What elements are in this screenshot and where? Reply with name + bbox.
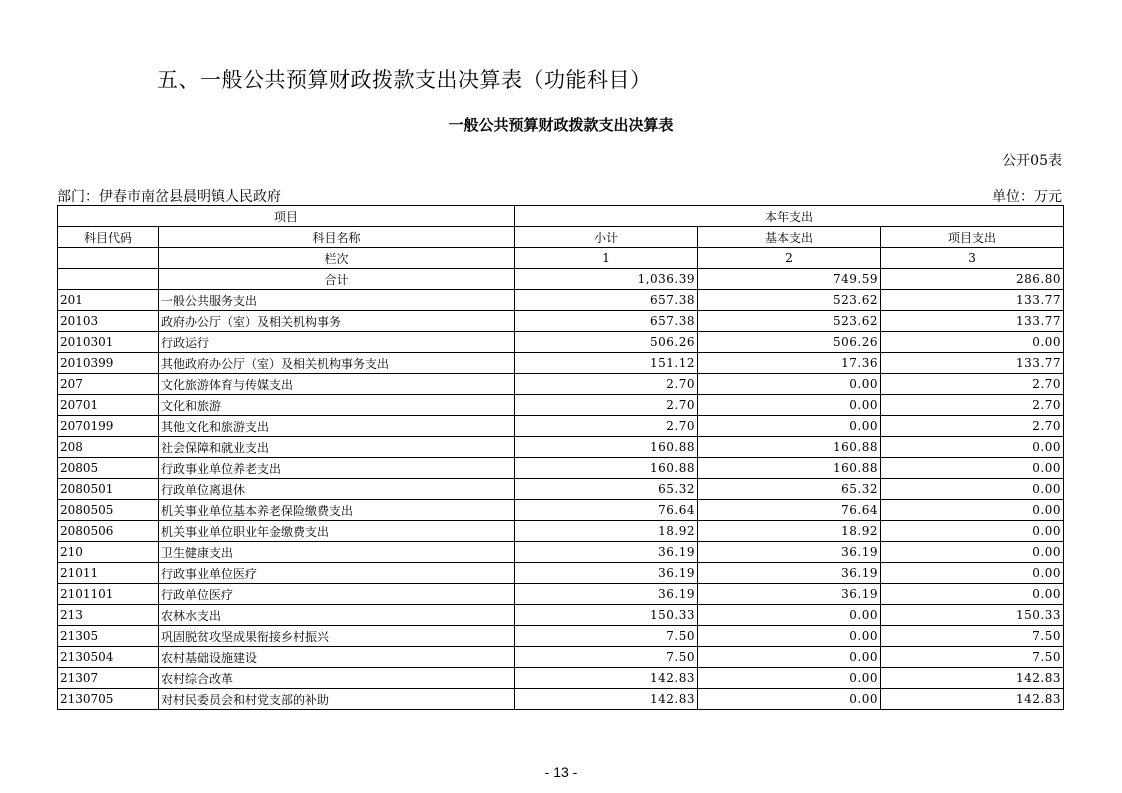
table-row	[58, 521, 1064, 542]
row-basic: 65.32	[698, 479, 881, 500]
row-code: 21305	[58, 626, 159, 647]
row-project: 133.77	[881, 290, 1064, 311]
row-subtotal: 2.70	[515, 416, 698, 437]
row-project: 2.70	[881, 395, 1064, 416]
total-project: 286.80	[881, 269, 1064, 290]
row-code: 207	[58, 374, 159, 395]
row-subtotal: 36.19	[515, 563, 698, 584]
row-subtotal: 657.38	[515, 290, 698, 311]
row-name: 文化旅游体育与传媒支出	[159, 374, 515, 395]
section-title: 五、一般公共预算财政拨款支出决算表（功能科目）	[157, 68, 652, 92]
row-code: 2080501	[58, 479, 159, 500]
row-name: 政府办公厅（室）及相关机构事务	[159, 311, 515, 332]
row-project: 0.00	[881, 521, 1064, 542]
row-basic: 36.19	[698, 542, 881, 563]
row-name: 行政单位医疗	[159, 584, 515, 605]
row-basic: 36.19	[698, 563, 881, 584]
row-basic: 36.19	[698, 584, 881, 605]
table-row	[58, 458, 1064, 479]
row-subtotal: 657.38	[515, 311, 698, 332]
row-code: 2130504	[58, 647, 159, 668]
row-basic: 18.92	[698, 521, 881, 542]
row-name: 行政单位离退休	[159, 479, 515, 500]
unit-label: 单位：万元	[992, 189, 1062, 205]
form-code: 公开05表	[1002, 153, 1062, 169]
row-code: 213	[58, 605, 159, 626]
row-subtotal: 18.92	[515, 521, 698, 542]
table-row	[58, 584, 1064, 605]
table-row	[58, 626, 1064, 647]
row-subtotal: 65.32	[515, 479, 698, 500]
row-basic: 0.00	[698, 689, 881, 710]
table-row	[58, 605, 1064, 626]
table-row	[58, 416, 1064, 437]
row-code: 20103	[58, 311, 159, 332]
blank-cell	[58, 248, 159, 269]
table-row	[58, 353, 1064, 374]
row-name: 行政事业单位养老支出	[159, 458, 515, 479]
row-code: 2010399	[58, 353, 159, 374]
header-row-3	[58, 248, 1064, 269]
row-subtotal: 142.83	[515, 668, 698, 689]
row-project: 2.70	[881, 416, 1064, 437]
row-name: 其他文化和旅游支出	[159, 416, 515, 437]
row-project: 142.83	[881, 668, 1064, 689]
row-basic: 506.26	[698, 332, 881, 353]
row-subtotal: 2.70	[515, 374, 698, 395]
header-col1: 1	[515, 248, 698, 269]
table-row	[58, 500, 1064, 521]
row-code: 20701	[58, 395, 159, 416]
row-project: 0.00	[881, 584, 1064, 605]
table-row	[58, 647, 1064, 668]
row-project: 133.77	[881, 311, 1064, 332]
row-name: 机关事业单位职业年金缴费支出	[159, 521, 515, 542]
header-col2: 2	[698, 248, 881, 269]
total-subtotal: 1,036.39	[515, 269, 698, 290]
total-label: 合计	[159, 269, 515, 290]
row-name: 农村综合改革	[159, 668, 515, 689]
row-subtotal: 151.12	[515, 353, 698, 374]
row-subtotal: 7.50	[515, 647, 698, 668]
header-row-1	[58, 206, 1064, 227]
row-basic: 160.88	[698, 437, 881, 458]
row-basic: 523.62	[698, 311, 881, 332]
budget-table	[57, 205, 1064, 710]
row-basic: 17.36	[698, 353, 881, 374]
row-name: 巩固脱贫攻坚成果衔接乡村振兴	[159, 626, 515, 647]
row-subtotal: 506.26	[515, 332, 698, 353]
row-name: 农林水支出	[159, 605, 515, 626]
row-code: 2080505	[58, 500, 159, 521]
row-basic: 0.00	[698, 647, 881, 668]
total-basic: 749.59	[698, 269, 881, 290]
row-code: 2130705	[58, 689, 159, 710]
page-number: - 13 -	[544, 764, 578, 780]
row-basic: 0.00	[698, 668, 881, 689]
header-row-2	[58, 227, 1064, 248]
total-row	[58, 269, 1064, 290]
header-col3: 3	[881, 248, 1064, 269]
row-basic: 0.00	[698, 626, 881, 647]
row-name: 对村民委员会和村党支部的补助	[159, 689, 515, 710]
table-row	[58, 542, 1064, 563]
row-code: 210	[58, 542, 159, 563]
row-project: 0.00	[881, 563, 1064, 584]
row-basic: 523.62	[698, 290, 881, 311]
header-project: 项目	[58, 206, 515, 227]
row-code: 201	[58, 290, 159, 311]
row-project: 142.83	[881, 689, 1064, 710]
row-project: 7.50	[881, 626, 1064, 647]
header-column-index: 栏次	[159, 248, 515, 269]
row-subtotal: 7.50	[515, 626, 698, 647]
row-name: 社会保障和就业支出	[159, 437, 515, 458]
row-subtotal: 150.33	[515, 605, 698, 626]
row-code: 20805	[58, 458, 159, 479]
row-basic: 0.00	[698, 395, 881, 416]
department-label: 部门：伊春市南岔县晨明镇人民政府	[57, 189, 281, 205]
table-row	[58, 563, 1064, 584]
blank-cell	[58, 269, 159, 290]
row-basic: 0.00	[698, 605, 881, 626]
row-project: 7.50	[881, 647, 1064, 668]
row-subtotal: 76.64	[515, 500, 698, 521]
row-name: 行政运行	[159, 332, 515, 353]
row-project: 0.00	[881, 542, 1064, 563]
table-row	[58, 437, 1064, 458]
row-project: 133.77	[881, 353, 1064, 374]
table-row	[58, 668, 1064, 689]
row-name: 卫生健康支出	[159, 542, 515, 563]
table-row	[58, 332, 1064, 353]
row-code: 21011	[58, 563, 159, 584]
row-code: 2080506	[58, 521, 159, 542]
header-subject-code: 科目代码	[58, 227, 159, 248]
row-subtotal: 160.88	[515, 458, 698, 479]
table-row	[58, 479, 1064, 500]
row-project: 0.00	[881, 332, 1064, 353]
header-subtotal: 小计	[515, 227, 698, 248]
table-row	[58, 290, 1064, 311]
row-project: 0.00	[881, 458, 1064, 479]
row-code: 21307	[58, 668, 159, 689]
header-subject-name: 科目名称	[159, 227, 515, 248]
table-row	[58, 395, 1064, 416]
row-project: 2.70	[881, 374, 1064, 395]
row-code: 208	[58, 437, 159, 458]
row-subtotal: 160.88	[515, 437, 698, 458]
row-basic: 0.00	[698, 374, 881, 395]
row-code: 2070199	[58, 416, 159, 437]
row-name: 行政事业单位医疗	[159, 563, 515, 584]
row-code: 2101101	[58, 584, 159, 605]
row-name: 文化和旅游	[159, 395, 515, 416]
header-current-year: 本年支出	[515, 206, 1064, 227]
row-name: 机关事业单位基本养老保险缴费支出	[159, 500, 515, 521]
row-subtotal: 36.19	[515, 542, 698, 563]
row-project: 0.00	[881, 500, 1064, 521]
table-row	[58, 311, 1064, 332]
row-basic: 160.88	[698, 458, 881, 479]
row-name: 其他政府办公厅（室）及相关机构事务支出	[159, 353, 515, 374]
row-project: 150.33	[881, 605, 1064, 626]
row-subtotal: 36.19	[515, 584, 698, 605]
row-project: 0.00	[881, 479, 1064, 500]
row-basic: 0.00	[698, 416, 881, 437]
table-title: 一般公共预算财政拨款支出决算表	[448, 116, 674, 134]
table-row	[58, 689, 1064, 710]
row-subtotal: 2.70	[515, 395, 698, 416]
row-basic: 76.64	[698, 500, 881, 521]
row-name: 农村基础设施建设	[159, 647, 515, 668]
table-row	[58, 374, 1064, 395]
row-name: 一般公共服务支出	[159, 290, 515, 311]
row-project: 0.00	[881, 437, 1064, 458]
header-project-exp: 项目支出	[881, 227, 1064, 248]
header-basic: 基本支出	[698, 227, 881, 248]
row-subtotal: 142.83	[515, 689, 698, 710]
row-code: 2010301	[58, 332, 159, 353]
